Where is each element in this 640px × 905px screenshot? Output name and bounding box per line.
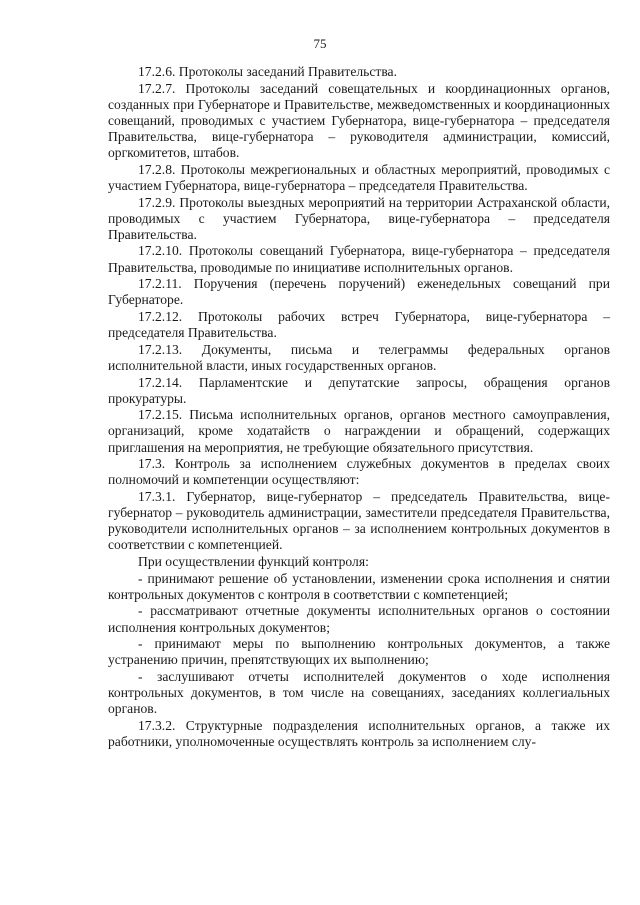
paragraph-17-2-9: 17.2.9. Протоколы выездных мероприятий на территории Астраханской области, проводимых с участием Губернатора, вице-губернатора – председателя Правительства. (108, 194, 610, 242)
paragraph-17-2-6: 17.2.6. Протоколы заседаний Правительства. (138, 64, 397, 79)
paragraph-17-2-15: 17.2.15. Письма исполнительных органов, органов местного самоуправления, организаций, кроме ходатайств о награждении и обращений, содержащих приглашения на мероприятия, не требующие обязательного присутствия. (108, 407, 610, 455)
paragraph-17-2-13: 17.2.13. Документы, письма и телеграммы федеральных органов исполнительной власти, иных государственных органов. (108, 341, 610, 373)
paragraph-17-3-2: 17.3.2. Структурные подразделения исполнительных органов, а также их работники, уполномоченные осуществлять контроль за исполнением слу- (108, 717, 610, 749)
list-item: - принимают меры по выполнению контрольных документов, а также устранению причин, препятствующих их выполнению; (108, 636, 610, 668)
paragraph-17-3: 17.3. Контроль за исполнением служебных документов в пределах своих полномочий и компетенции осуществляют: (108, 456, 610, 488)
document-body (108, 64, 610, 750)
paragraph-17-2-10: 17.2.10. Протоколы совещаний Губернатора, вице-губернатора – председателя Правительства, проводимые по инициативе исполнительных органов. (108, 243, 610, 275)
paragraph-17-2-7: 17.2.7. Протоколы заседаний совещательных и координационных органов, созданных при Губернаторе и Правительстве, межведомственных и координационных совещаний, проводимых с участием Губернатора, вице-губернатора – председателя Правительства, вице-губернатора – руководителя администрации, комиссий, оргкомитетов, штабов. (108, 80, 610, 161)
paragraph-17-2-12: 17.2.12. Протоколы рабочих встреч Губернатора, вице-губернатора – председателя Правительства. (108, 308, 610, 341)
page-number: 75 (313, 36, 327, 51)
list-item: - принимают решение об установлении, изменении срока исполнения и снятии контрольных документов с контроля в соответствии с компетенцией; (108, 570, 610, 602)
paragraph-17-2-14: 17.2.14. Парламентские и депутатские запросы, обращения органов прокуратуры. (108, 374, 610, 406)
list-item: - рассматривают отчетные документы исполнительных органов о состоянии исполнения контрольных документов; (108, 603, 610, 635)
paragraph-17-3-1: 17.3.1. Губернатор, вице-губернатор – председатель Правительства, вице-губернатор – руководитель администрации, заместители председателя Правительства, руководители исполнительных органов – за исполнением контрольных документов в соответствии с компетенцией. (108, 488, 610, 553)
paragraph-17-2-11: 17.2.11. Поручения (перечень поручений) еженедельных совещаний при Губернаторе. (108, 276, 610, 308)
paragraph-17-2-8: 17.2.8. Протоколы межрегиональных и областных мероприятий, проводимых с участием Губернатора, вице-губернатора – председателя Правительства. (108, 161, 610, 193)
list-item: - заслушивают отчеты исполнителей документов о ходе исполнения контрольных документов, в том числе на совещаниях, заседаниях коллегиальных органов. (108, 668, 610, 717)
paragraph-control-functions: При осуществлении функций контроля: (138, 553, 369, 569)
